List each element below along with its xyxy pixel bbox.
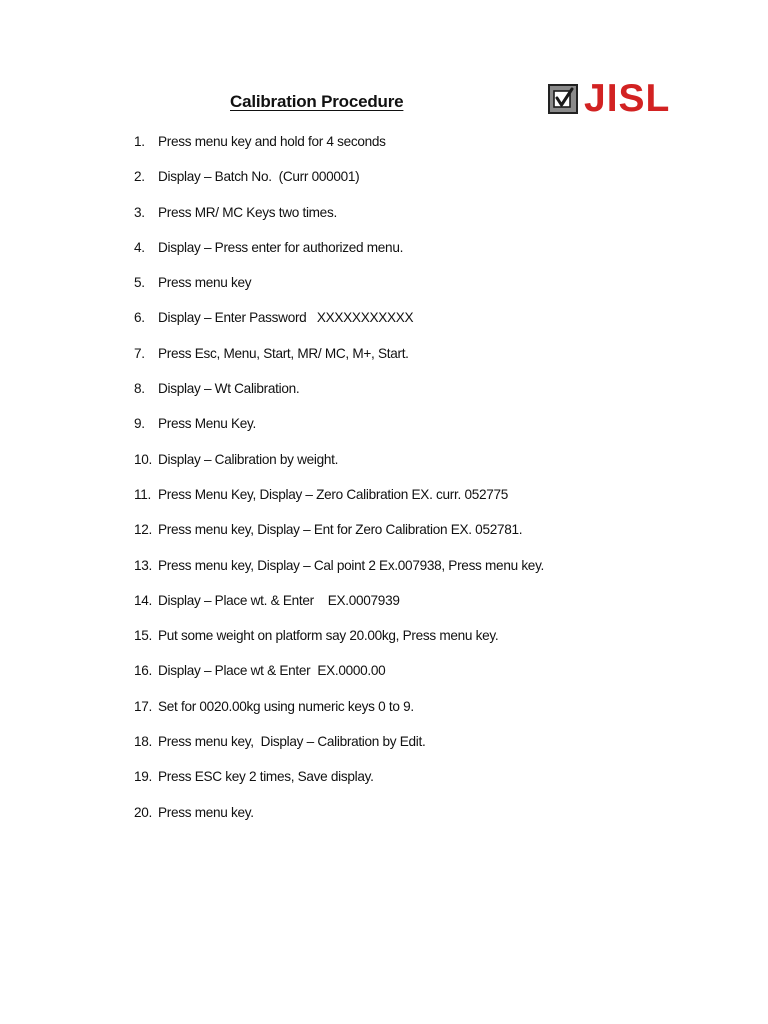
step-number: 9.: [134, 416, 145, 432]
list-item: [0, 307, 768, 342]
step-number: 12.: [134, 522, 152, 538]
step-number: 16.: [134, 663, 152, 679]
list-item: [0, 590, 768, 625]
step-number: 1.: [134, 134, 145, 149]
list-item: [0, 202, 768, 237]
list-item: [0, 237, 768, 272]
procedure-steps: [0, 131, 768, 837]
step-number: 14.: [134, 592, 152, 608]
step-text: Display – Calibration by weight.: [158, 451, 339, 467]
list-item: [0, 731, 768, 766]
list-item: [0, 802, 768, 837]
step-text: Display – Batch No. (Curr 000001): [158, 169, 360, 185]
step-text: Press Menu Key.: [158, 416, 256, 432]
step-number: 7.: [134, 345, 145, 361]
step-number: 15.: [134, 628, 152, 644]
step-text: Put some weight on platform say 20.00kg, Press menu key.: [158, 628, 499, 644]
step-text: Display – Place wt & Enter EX.0000.00: [158, 663, 386, 679]
page-title: Calibration Procedure: [230, 92, 404, 111]
step-text: Set for 0020.00kg using numeric keys 0 to 9.: [158, 698, 414, 714]
step-text: Press menu key, Display – Calibration by Edit.: [158, 734, 426, 750]
step-number: 5.: [134, 275, 145, 291]
list-item: [0, 272, 768, 307]
step-text: Display – Enter Password XXXXXXXXXXX: [158, 310, 414, 326]
logo-wordmark: JISL: [584, 77, 671, 120]
list-item: [0, 766, 768, 801]
list-item: [0, 625, 768, 660]
step-number: 17.: [134, 698, 152, 714]
step-number: 4.: [134, 239, 145, 255]
list-item: [0, 519, 768, 554]
step-number: 11.: [134, 486, 151, 502]
list-item: [0, 343, 768, 378]
step-text: Display – Place wt. & Enter EX.0007939: [158, 592, 400, 608]
list-item: [0, 166, 768, 201]
step-number: 20.: [134, 804, 152, 820]
list-item: [0, 484, 768, 519]
step-text: Press menu key.: [158, 804, 254, 820]
checkbox-check-icon: [548, 84, 578, 114]
step-number: 10.: [134, 451, 152, 467]
jisl-logo: [548, 77, 684, 120]
list-item: [0, 449, 768, 484]
list-item: [0, 131, 768, 166]
step-text: Display – Press enter for authorized menu.: [158, 239, 404, 255]
step-text: Display – Wt Calibration.: [158, 381, 300, 397]
step-number: 6.: [134, 310, 145, 326]
step-text: Press menu key and hold for 4 seconds: [158, 134, 386, 149]
step-text: Press ESC key 2 times, Save display.: [158, 769, 374, 785]
step-number: 19.: [134, 769, 152, 785]
step-number: 8.: [134, 381, 145, 397]
step-number: 13.: [134, 557, 152, 573]
list-item: [0, 555, 768, 590]
step-text: Press MR/ MC Keys two times.: [158, 204, 337, 220]
step-number: 18.: [134, 734, 152, 750]
step-text: Press menu key: [158, 275, 252, 291]
step-number: 3.: [134, 204, 145, 220]
list-item: [0, 660, 768, 695]
step-number: 2.: [134, 169, 145, 185]
step-text: Press Menu Key, Display – Zero Calibration EX. curr. 052775: [158, 486, 509, 502]
list-item: [0, 378, 768, 413]
step-text: Press Esc, Menu, Start, MR/ MC, M+, Start.: [158, 345, 409, 361]
list-item: [0, 413, 768, 448]
list-item: [0, 696, 768, 731]
step-text: Press menu key, Display – Ent for Zero Calibration EX. 052781.: [158, 522, 523, 538]
step-text: Press menu key, Display – Cal point 2 Ex.007938, Press menu key.: [158, 557, 545, 573]
